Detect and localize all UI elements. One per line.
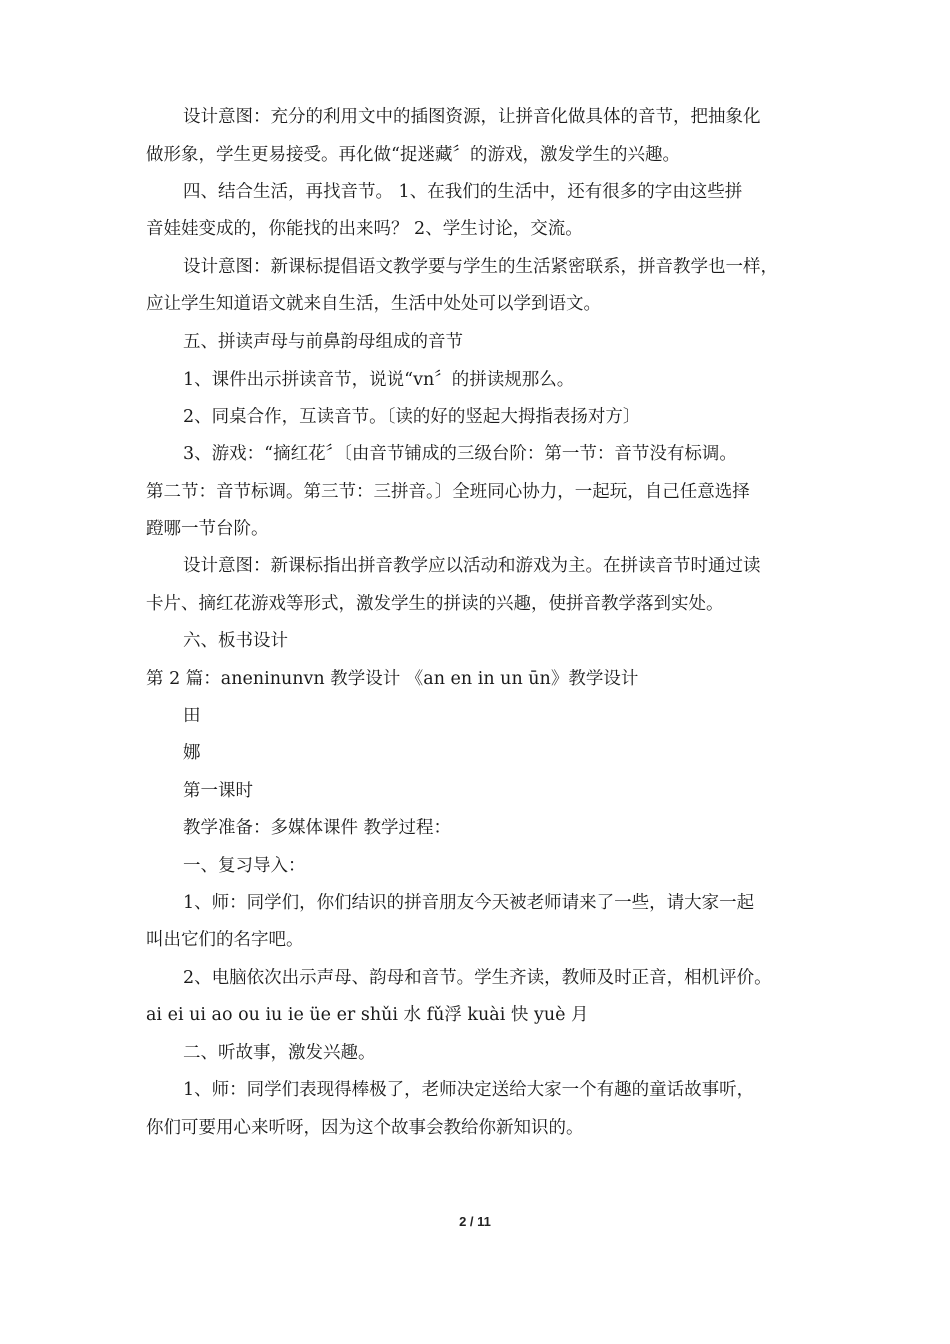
section-heading: 五、拼读声母与前鼻韵母组成的音节 [183,332,463,352]
list-item: 1、师：同学们，你们结识的拼音朋友今天被老师请来了一些，请大家一起 [183,893,755,913]
paragraph-line: 设计意图：新课标提倡语文教学要与学生的生活紧密联系，拼音教学也一样， [183,257,778,277]
paragraph-line: 音娃娃变成的，你能找的出来吗？ 2、学生讨论，交流。 [146,219,583,239]
list-item: 2、电脑依次出示声母、韵母和音节。学生齐读，教师及时正音，相机评价。 [183,968,772,988]
paragraph-line: 做形象，学生更易接受。再化做“捉迷藏〞的游戏，激发学生的兴趣。 [146,145,680,165]
paragraph-line: 应让学生知道语文就来自生活，生活中处处可以学到语文。 [146,294,601,314]
section-heading: 一、复习导入： [183,856,306,876]
lesson-label: 第一课时 [183,781,253,801]
paragraph-line: 教学准备：多媒体课件 教学过程： [183,818,452,838]
list-item: 1、课件出示拼读音节，说说“vn〞的拼读规那么。 [183,370,575,390]
author-line: 田 [183,706,201,726]
list-item: 2、同桌合作，互读音节。〔读的好的竖起大拇指表扬对方〕 [183,407,641,427]
paragraph-line: 你们可要用心来听呀，因为这个故事会教给你新知识的。 [146,1118,584,1138]
list-item: 1、师：同学们表现得棒极了，老师决定送给大家一个有趣的童话故事听， [183,1080,755,1100]
paragraph-line: 蹬哪一节台阶。 [146,519,269,539]
paragraph-line: 设计意图：充分的利用文中的插图资源，让拼音化做具体的音节，把抽象化 [183,107,761,127]
article-title: 第 2 篇：aneninunvn 教学设计 《an en in un ūn》教学设计 [146,669,639,689]
author-line: 娜 [183,743,201,763]
paragraph-line: 第二节：音节标调。第三节：三拼音。〕全班同心协力，一起玩，自己任意选择 [146,482,750,502]
page-number: 2 / 11 [459,1214,491,1229]
section-heading: 二、听故事，激发兴趣。 [183,1043,376,1063]
section-heading: 四、结合生活，再找音节。 1、在我们的生活中，还有很多的字由这些拼 [183,182,743,202]
pinyin-line: ai ei ui ao ou iu ie üe er shǔi 水 fǔ浮 kuài 快 yuè 月 [146,1005,589,1025]
paragraph-line: 卡片、摘红花游戏等形式，激发学生的拼读的兴趣，使拼音教学落到实处。 [146,594,724,614]
paragraph-line: 设计意图：新课标指出拼音教学应以活动和游戏为主。在拼读音节时通过读 [183,556,761,576]
section-heading: 六、板书设计 [183,631,288,651]
paragraph-line: 叫出它们的名字吧。 [146,930,304,950]
list-item: 3、游戏：“摘红花〞〔由音节铺成的三级台阶：第一节：音节没有标调。 [183,444,737,464]
